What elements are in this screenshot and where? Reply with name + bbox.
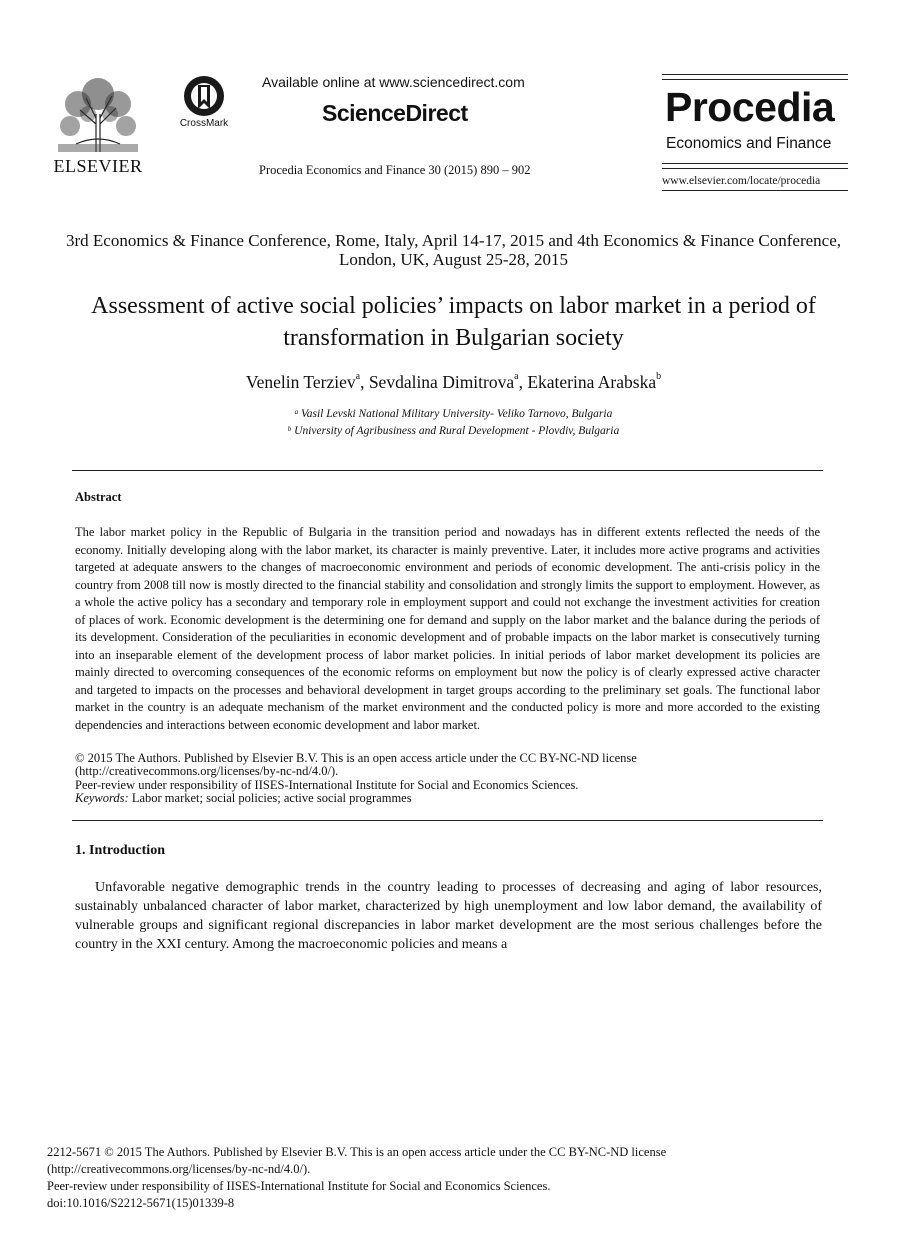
author-affil-mark: b (656, 371, 662, 382)
sciencedirect-brand[interactable]: ScienceDirect (322, 100, 468, 126)
procedia-rule (662, 190, 848, 191)
footer-license-link[interactable]: (http://creativecommons.org/licenses/by-nc-nd/4.0/). (47, 1162, 311, 1176)
license-link[interactable]: (http://creativecommons.org/licenses/by-nc-nd/4.0/). (75, 764, 339, 778)
author-list (60, 372, 847, 393)
elsevier-wordmark: ELSEVIER (53, 156, 143, 176)
section-divider (72, 820, 823, 821)
journal-reference: Procedia Economics and Finance 30 (2015) 890 – 902 (259, 163, 531, 177)
affiliation (60, 408, 847, 420)
procedia-rule (662, 168, 848, 169)
procedia-rule (662, 79, 848, 80)
author-name: Venelin Terziev (245, 372, 356, 392)
affiliation-mark: a (294, 408, 299, 416)
introduction-heading: 1. Introduction (75, 843, 165, 858)
introduction-body: Unfavorable negative demographic trends in the country leading to processes of decreasing and aging of labor resources, sustainably unbalanced character of labor market, characterized by high unemployment and low labor demand, the availability of vulnerable groups and significant regional discrepancies in labor market development are the most serious challenges before the country in the XXI century. Among the macroeconomic policies and means a (75, 880, 822, 952)
affiliation (60, 425, 847, 437)
procedia-journal-logo (662, 74, 848, 194)
footer-doi[interactable]: doi:10.1016/S2212-5671(15)01339-8 (47, 1196, 235, 1210)
section-divider (72, 470, 823, 471)
affiliation-mark: b (287, 425, 292, 433)
elsevier-logo (52, 74, 144, 178)
procedia-rule (662, 163, 848, 164)
keywords-line (75, 791, 412, 806)
conference-info: 3rd Economics & Finance Conference, Rome, Italy, April 14-17, 2015 and 4th Economics & Finance Conference, London, UK, August 25-28, 2015 (65, 231, 842, 269)
footer-peer-review: Peer-review under responsibility of IISES-International Institute for Social and Economics Sciences. (47, 1179, 551, 1193)
procedia-rule (662, 74, 848, 75)
abstract-heading: Abstract (75, 490, 122, 504)
author-affil-mark: a (355, 371, 361, 382)
procedia-subtitle: Economics and Finance (666, 135, 832, 152)
abstract-body: The labor market policy in the Republic of Bulgaria in the transition period and nowadays has in different extents reflected the needs of the economy. Initially developing along with the labor market, its character is mainly preventive. Later, it includes more active programs and activities targeted at adequate answers to the changes of macroeconomic environment and periods of economic development. The anti-crisis policy in the country from 2008 till now is mostly directed to the financial stability and consolidation and strongly limits the support to employment. However, as a whole the active policy has a secondary and temporary role in employment support and could not exchange the investment activities for creation of places of work. Economic development is the determining one for demand and supply on the labor market and the balance during the periods of its development. Consideration of the peculiarities in economic development and of probable impacts on the labor market is consecutively turning into an inseparable element of the development process of labor market policies. In initial periods of labor market development its policies are mainly directed to overcoming consequences of the economic reforms on employment but now the policy is of clearly expressed active character and targeted to impacts on the processes and behavioral development in target groups according to the preliminary set goals. The functional labor market in the country is an adequate mechanism of the market environment and the conducted policy is more and more accorded to the existing dependencies and interactions between economic development and labor market. (75, 525, 820, 732)
author-separator: , (518, 372, 528, 392)
author-name: Ekaterina Arabska (527, 372, 657, 392)
copyright-line: © 2015 The Authors. Published by Elsevier B.V. This is an open access article under the CC BY-NC-ND license (75, 751, 637, 765)
author-separator: , (360, 372, 369, 392)
crossmark-icon (182, 74, 226, 118)
affiliation-text: University of Agribusiness and Rural Development - Plovdiv, Bulgaria (294, 425, 620, 437)
crossmark-label: CrossMark (179, 118, 229, 129)
author-name: Sevdalina Dimitrova (368, 372, 515, 392)
peer-review-line: Peer-review under responsibility of IISES-International Institute for Social and Economics Sciences. (75, 778, 579, 792)
elsevier-tree-icon (56, 74, 140, 154)
affiliation-text: Vasil Levski National Military University- Veliko Tarnovo, Bulgaria (301, 408, 613, 420)
keywords-text: Labor market; social policies; active social programmes (131, 791, 412, 805)
procedia-title: Procedia (665, 84, 835, 130)
author-affil-mark: a (514, 371, 519, 382)
procedia-url[interactable]: www.elsevier.com/locate/procedia (662, 175, 821, 187)
available-online-text: Available online at www.sciencedirect.com (262, 74, 525, 90)
footer-issn-line: 2212-5671 © 2015 The Authors. Published by Elsevier B.V. This is an open access article under the CC BY-NC-ND license (47, 1145, 667, 1159)
crossmark-badge[interactable] (176, 74, 232, 134)
paper-title: Assessment of active social policies’ impacts on labor market in a period of transformation in Bulgarian society (91, 293, 816, 351)
keywords-label: Keywords: (75, 791, 129, 805)
